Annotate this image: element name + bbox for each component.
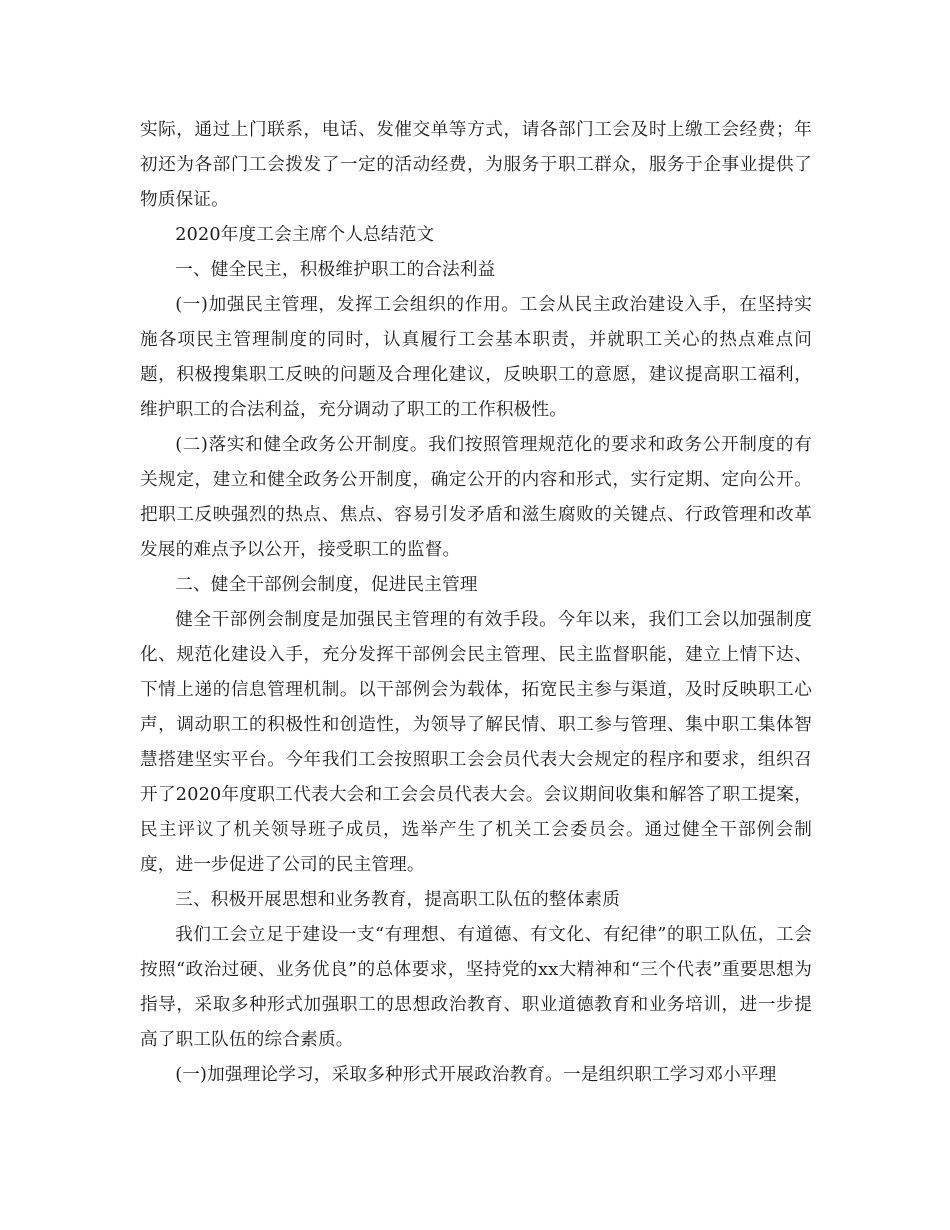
document-body [140, 113, 812, 1093]
paragraph-theory-study: (一)加强理论学习，采取多种形式开展政治教育。一是组织职工学习邓小平理 [175, 1065, 777, 1085]
paragraph-cadre-meetings: 健全干部例会制度是加强民主管理的有效手段。今年以来，我们工会以加强制度化、规范化建设入手，充分发挥干部例会民主管理、民主监督职能，建立上情下达、下情上递的信息管理机制。以干部例会为载体，拓宽民主参与渠道，及时反映职工心声，调动职工的积极性和创造性，为领导了解民情、职工参与管理、集中职工集体智慧搭建坚实平台。今年我们工会按照职工会会员代表大会规定的程序和要求，组织召开了2020年度职工代表大会和工会会员代表大会。会议期间收集和解答了职工提案，民主评议了机关领导班子成员，选举产生了机关工会委员会。通过健全干部例会制度，进一步促进了公司的民主管理。 [140, 610, 812, 875]
section-heading-1: 一、健全民主，积极维护职工的合法利益 [175, 260, 496, 280]
paragraph-team-building: 我们工会立足于建设一支“有理想、有道德、有文化、有纪律”的职工队伍，工会按照“政治过硬、业务优良”的总体要求，坚持党的xx大精神和“三个代表”重要思想为指导，采取多种形式加强职工的思想政治教育、职业道德教育和业务培训，进一步提高了职工队伍的综合素质。 [140, 925, 812, 1050]
paragraph-democratic-management: (一)加强民主管理，发挥工会组织的作用。工会从民主政治建设入手，在坚持实施各项民主管理制度的同时，认真履行工会基本职责，并就职工关心的热点难点问题，积极搜集职工反映的问题及合理化建议，反映职工的意愿，建议提高职工福利，维护职工的合法利益，充分调动了职工的工作积极性。 [140, 295, 812, 420]
section-heading-3: 三、积极开展思想和业务教育，提高职工队伍的整体素质 [175, 890, 621, 910]
paragraph-funding-continuation: 实际，通过上门联系，电话、发催交单等方式，请各部门工会及时上缴工会经费；年初还为各部门工会拨发了一定的活动经费，为服务于职工群众，服务于企事业提供了物质保证。 [140, 120, 812, 210]
document-heading-title: 2020年度工会主席个人总结范文 [175, 225, 435, 245]
paragraph-affairs-disclosure: (二)落实和健全政务公开制度。我们按照管理规范化的要求和政务公开制度的有关规定，建立和健全政务公开制度，确定公开的内容和形式，实行定期、定向公开。把职工反映强烈的热点、焦点、容易引发矛盾和滋生腐败的关键点、行政管理和改革发展的难点予以公开，接受职工的监督。 [140, 435, 812, 560]
section-heading-2: 二、健全干部例会制度，促进民主管理 [175, 575, 478, 595]
